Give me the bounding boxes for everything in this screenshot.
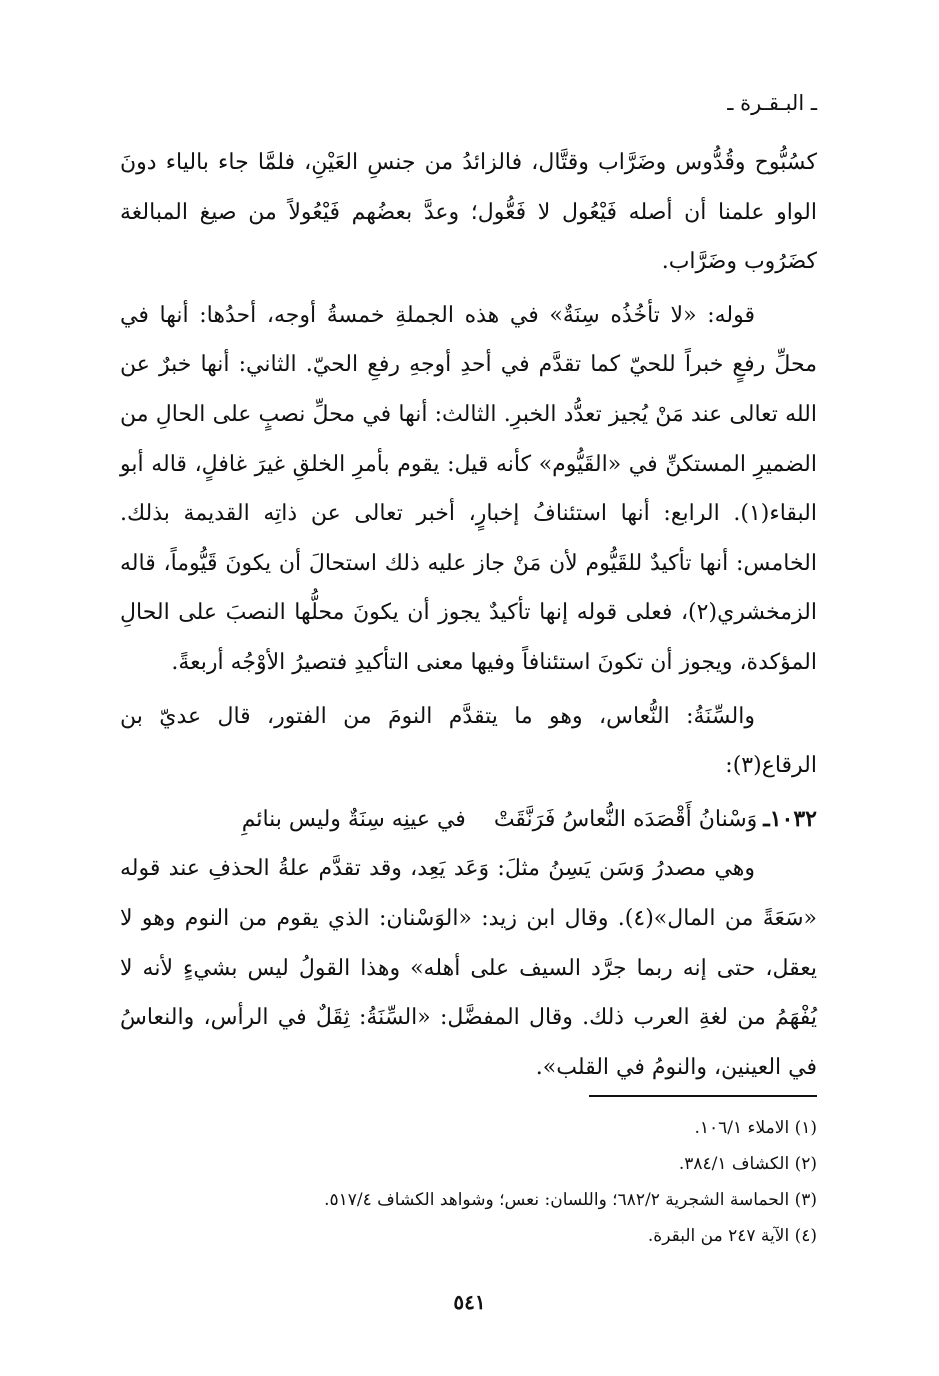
verse-number: ١٠٣٢ـ — [763, 805, 817, 832]
footnote-divider — [589, 1095, 817, 1097]
footnote-2: (٢) الكشاف ٣٨٤/١. — [678, 1154, 817, 1174]
footnote-4: (٤) الآية ٢٤٧ من البقرة. — [647, 1226, 817, 1246]
running-header: ـ البـقـرة ـ — [727, 91, 817, 115]
page-number: ٥٤١ — [453, 1290, 486, 1314]
paragraph-2: قوله: «لا تأخُذُه سِنَةٌ» في هذه الجملةِ خمسةُ أوجه، أحدُها: أنها في محلِّ رفعٍ خبراً للحيّ كما تقدَّم في أحدِ أوجهِ رفعِ الحيّ. الثاني: أنها خبرٌ عن الله تعالى عند مَنْ يُجيز تعدُّد الخبرِ. الثالث: أنها في محلِّ نصبٍ على الحالِ من الضميرِ المستكنِّ في «القَيُّوم» كأنه قيل: يقوم بأمرِ الخلقِ غيرَ غافلٍ، قاله أبو البقاء(١). الرابع: أنها استئنافُ إخبارٍ، أخبر تعالى عن ذاتِه القديمة بذلك. الخامس: أنها تأكيدٌ للقَيُّوم لأن مَنْ جاز عليه ذلك استحالَ أن يكونَ قَيُّوماً، قاله الزمخشري(٢)، فعلى قوله إنها تأكيدٌ يجوز أن يكونَ محلُّها النصبَ على الحالِ المؤكدة، ويجوز أن تكونَ استئنافاً وفيها معنى التأكيدِ فتصيرُ الأوْجُه أربعةً. — [120, 302, 817, 675]
verse-first-hemistich: وَسْنانُ أَقْصَدَه النُّعاسُ فَرَنَّقَتْ — [493, 806, 758, 832]
main-text — [120, 138, 817, 1092]
paragraph-3: والسِّنَةُ: النُّعاس، وهو ما يتقدَّم النومَ من الفتور، قال عديّ بن الرقاع(٣): — [120, 703, 817, 779]
verse-line — [120, 795, 817, 845]
footnote-1: (١) الاملاء ١٠٦/١. — [694, 1118, 817, 1138]
footnotes — [120, 1110, 817, 1254]
footnote-3: (٣) الحماسة الشجرية ٦٨٢/٢؛ واللسان: نعس؛ وشواهد الكشاف ٥١٧/٤. — [324, 1190, 817, 1210]
paragraph-1: كسُبُّوح وقُدُّوس وضَرَّاب وقتَّال، فالزائدُ من جنسِ العَيْنِ، فلمَّا جاء بالياء دونَ الواو علمنا أن أصله فَيْعُول لا فَعُّول؛ وعدَّ بعضُهم فَيْعُولاً من صيغ المبالغة كضَرُوب وضَرَّاب. — [120, 150, 817, 275]
paragraph-4: وهي مصدرُ وَسَن يَسِنُ مثلَ: وَعَد يَعِد، وقد تقدَّم علةُ الحذفِ عند قوله «سَعَةً من المال»(٤). وقال ابن زيد: «الوَسْنان: الذي يقوم من النوم وهو لا يعقل، حتى إنه ربما جرَّد السيف على أهله» وهذا القولُ ليس بشيءٍ لأنه لا يُفْهَمُ من لغةِ العرب ذلك. وقال المفضَّل: «السِّنَةُ: ثِقَلٌ في الرأس، والنعاسُ في العينين، والنومُ في القلب». — [120, 856, 817, 1080]
verse-second-hemistich: في عينِه سِنَةٌ وليس بنائمِ — [241, 806, 466, 832]
